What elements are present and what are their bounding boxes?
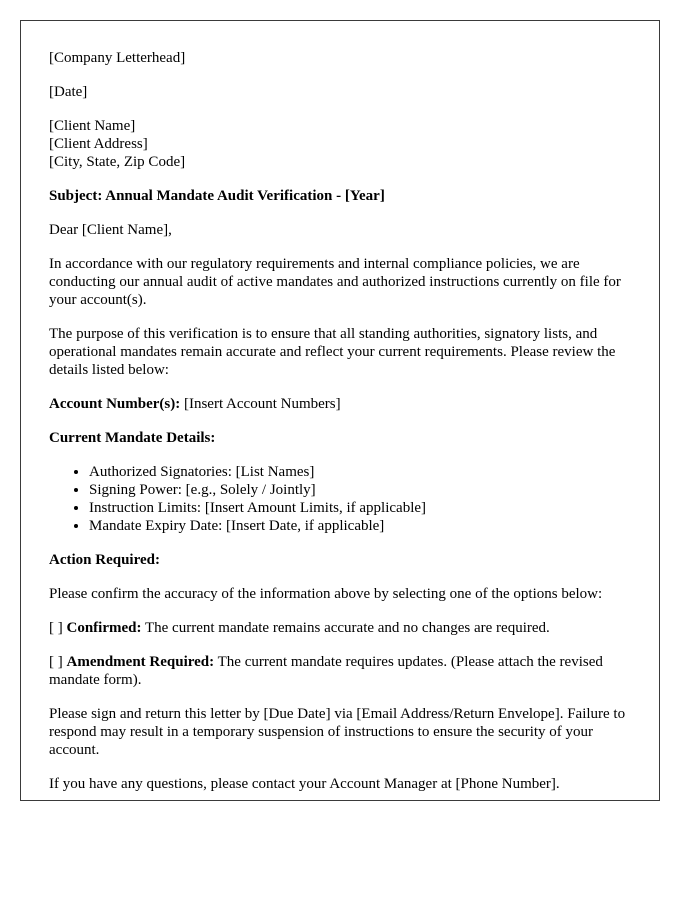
purpose-paragraph: The purpose of this verification is to ensure that all standing authorities, signatory lists, and operational mandates remain accurate and reflect your current requirements. Please review the details listed below: (49, 326, 616, 378)
confirmed-text: The current mandate remains accurate and no changes are required. (141, 620, 550, 636)
option-amendment (49, 653, 634, 689)
amendment-text: The current mandate requires updates. (Please attach the revised mandate form). (49, 654, 603, 688)
account-numbers-label: Account Number(s): (49, 396, 181, 412)
letter-body (49, 49, 634, 801)
list-item: • Mandate Expiry Date: [Insert Date, if applicable] (89, 517, 634, 535)
mandate-details-heading: Current Mandate Details: (49, 430, 216, 446)
client-name-line: [Client Name] (49, 118, 136, 134)
subject-line: Subject: Annual Mandate Audit Verification - [Year] (49, 188, 385, 204)
return-instructions-paragraph: Please sign and return this letter by [Due Date] via [Email Address/Return Envelope]. Failure to respond may result in a temporary suspension of instructions to ensure the security of your account. (49, 706, 626, 758)
letter-page (20, 20, 660, 801)
contact-paragraph: If you have any questions, please contact your Account Manager at [Phone Number]. (49, 776, 560, 792)
account-numbers-value: [Insert Account Numbers] (180, 396, 341, 412)
action-instructions: Please confirm the accuracy of the information above by selecting one of the options below: (49, 586, 603, 602)
client-address-block (49, 117, 634, 171)
confirmed-label: Confirmed: (66, 620, 142, 636)
company-letterhead: [Company Letterhead] (49, 50, 186, 66)
action-required-heading: Action Required: (49, 552, 160, 568)
amendment-checkbox: [ ] (49, 654, 63, 670)
client-city-line: [City, State, Zip Code] (49, 154, 186, 170)
list-item: • Authorized Signatories: [List Names] (89, 463, 634, 481)
account-numbers-line (49, 395, 634, 413)
list-item: • Instruction Limits: [Insert Amount Limits, if applicable] (89, 499, 634, 517)
confirmed-checkbox: [ ] (49, 620, 63, 636)
list-item: • Signing Power: [e.g., Solely / Jointly] (89, 481, 634, 499)
letter-date: [Date] (49, 84, 88, 100)
option-confirmed (49, 619, 634, 637)
mandate-details-list (49, 463, 634, 535)
salutation: Dear [Client Name], (49, 222, 172, 238)
client-address-line: [Client Address] (49, 136, 148, 152)
amendment-label: Amendment Required: (66, 654, 215, 670)
intro-paragraph: In accordance with our regulatory requirements and internal compliance policies, we are conducting our annual audit of active mandates and authorized instructions currently on file for your account(s). (49, 256, 621, 308)
